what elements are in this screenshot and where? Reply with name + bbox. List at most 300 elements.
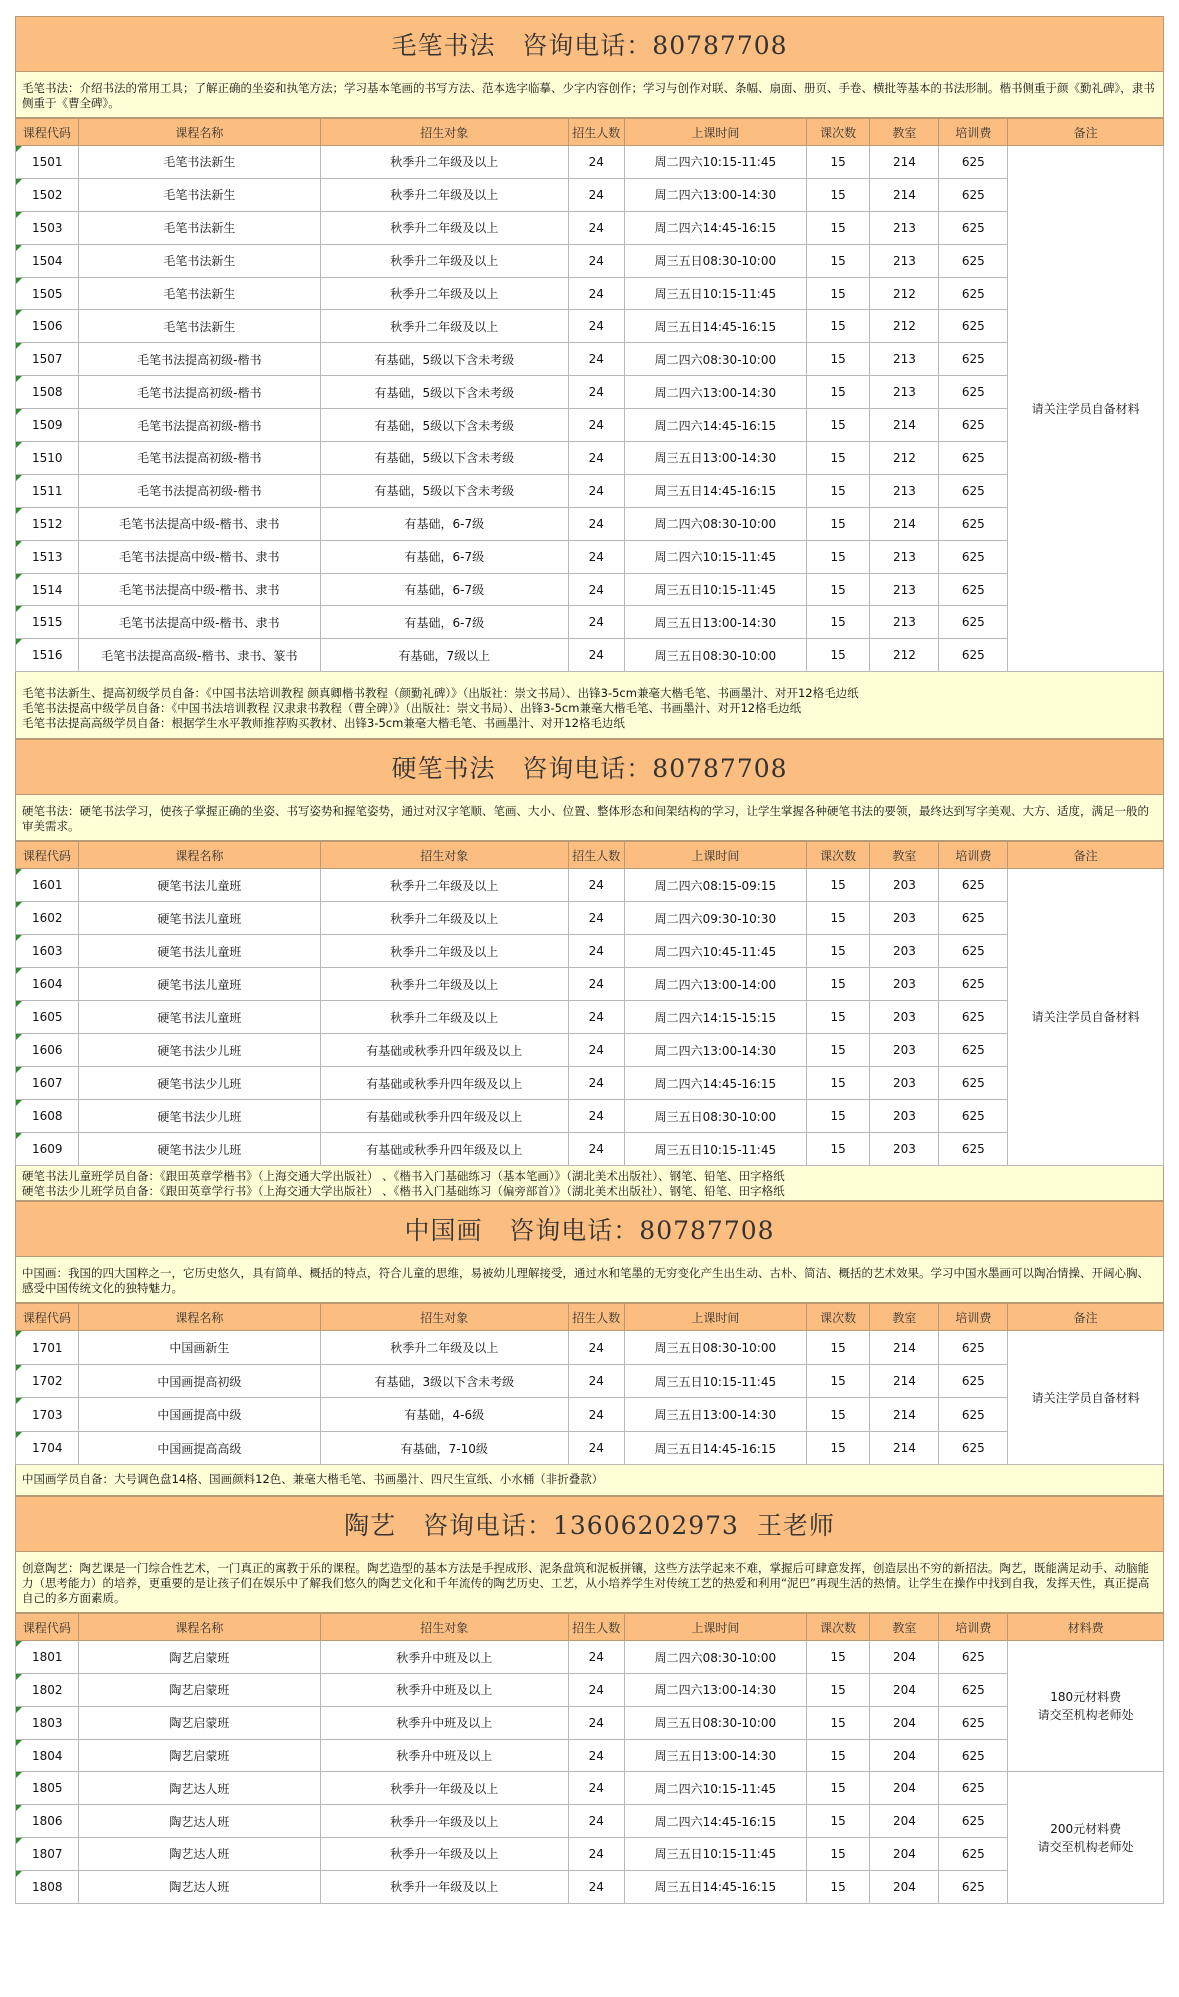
course-code: 1501: [16, 146, 79, 179]
course-name: 中国画提高初级: [78, 1364, 320, 1398]
course-code: 1515: [16, 606, 79, 639]
capacity: 24: [568, 178, 624, 211]
course-code: 1512: [16, 507, 79, 540]
enrollment-target: 秋季升二年级及以上: [321, 902, 569, 935]
course-code: 1605: [16, 1001, 79, 1034]
course-code: 1803: [16, 1706, 79, 1739]
classroom: 214: [870, 1364, 939, 1398]
column-header: 招生人数: [568, 1304, 624, 1331]
table-row: [16, 1641, 1164, 1674]
column-header: 招生对象: [321, 1304, 569, 1331]
session-count: 15: [806, 1706, 870, 1739]
column-header: 上课时间: [624, 1614, 806, 1641]
capacity: 24: [568, 1706, 624, 1739]
classroom: 203: [870, 1100, 939, 1133]
capacity: 24: [568, 442, 624, 475]
capacity: 24: [568, 935, 624, 968]
table-row: [16, 606, 1164, 639]
section-title: 硬笔书法 咨询电话：80787708: [15, 739, 1164, 795]
capacity: 24: [568, 146, 624, 179]
session-count: 15: [806, 1398, 870, 1432]
tuition-fee: 625: [939, 968, 1008, 1001]
column-header: 上课时间: [624, 842, 806, 869]
table-row: [16, 540, 1164, 573]
table-row: [16, 507, 1164, 540]
classroom: 204: [870, 1838, 939, 1871]
table-row: [16, 1706, 1164, 1739]
table-row: [16, 409, 1164, 442]
classroom: 203: [870, 1034, 939, 1067]
capacity: 24: [568, 211, 624, 244]
course-code: 1502: [16, 178, 79, 211]
column-header: 课程代码: [16, 119, 79, 146]
column-header: 培训费: [939, 119, 1008, 146]
course-name: 陶艺达人班: [78, 1838, 320, 1871]
table-row: [16, 968, 1164, 1001]
capacity: 24: [568, 639, 624, 672]
session-count: 15: [806, 1067, 870, 1100]
session-count: 15: [806, 902, 870, 935]
tuition-fee: 625: [939, 540, 1008, 573]
capacity: 24: [568, 1739, 624, 1772]
course-name: 毛笔书法新生: [78, 178, 320, 211]
classroom: 213: [870, 573, 939, 606]
course-code: 1504: [16, 244, 79, 277]
table-row: [16, 1001, 1164, 1034]
enrollment-target: 秋季升二年级及以上: [321, 1331, 569, 1365]
course-code: 1607: [16, 1067, 79, 1100]
column-header: 教室: [870, 119, 939, 146]
class-time: 周三五日14:45-16:15: [624, 474, 806, 507]
course-name: 硬笔书法少儿班: [78, 1034, 320, 1067]
session-count: 15: [806, 343, 870, 376]
enrollment-target: 秋季升中班及以上: [321, 1674, 569, 1707]
capacity: 24: [568, 1805, 624, 1838]
course-name: 陶艺启蒙班: [78, 1641, 320, 1674]
table-row: [16, 1772, 1164, 1805]
tuition-fee: 625: [939, 1838, 1008, 1871]
capacity: 24: [568, 277, 624, 310]
course-code: 1704: [16, 1431, 79, 1465]
column-header: 备注: [1008, 1304, 1164, 1331]
table-row: [16, 1100, 1164, 1133]
course-code: 1505: [16, 277, 79, 310]
enrollment-target: 秋季升一年级及以上: [321, 1870, 569, 1903]
session-count: 15: [806, 211, 870, 244]
column-header: 培训费: [939, 1614, 1008, 1641]
enrollment-target: 有基础，5级以下含未考级: [321, 343, 569, 376]
course-table: [15, 841, 1164, 1166]
classroom: 212: [870, 639, 939, 672]
tuition-fee: 625: [939, 1870, 1008, 1903]
table-row: [16, 1674, 1164, 1707]
enrollment-target: 秋季升二年级及以上: [321, 968, 569, 1001]
course-name: 毛笔书法提高初级-楷书: [78, 474, 320, 507]
materials-note: [15, 672, 1164, 739]
session-count: 15: [806, 376, 870, 409]
session-count: 15: [806, 869, 870, 902]
classroom: 213: [870, 376, 939, 409]
column-header: 课次数: [806, 1304, 870, 1331]
capacity: 24: [568, 1674, 624, 1707]
class-time: 周二四六13:00-14:30: [624, 1674, 806, 1707]
column-header: 培训费: [939, 1304, 1008, 1331]
course-code: 1608: [16, 1100, 79, 1133]
classroom: 204: [870, 1641, 939, 1674]
classroom: 203: [870, 1067, 939, 1100]
session-count: 15: [806, 1641, 870, 1674]
session-count: 15: [806, 1034, 870, 1067]
course-code: 1508: [16, 376, 79, 409]
tuition-fee: 625: [939, 310, 1008, 343]
class-time: 周二四六08:30-10:00: [624, 1641, 806, 1674]
course-name: 硬笔书法少儿班: [78, 1067, 320, 1100]
tuition-fee: 625: [939, 1641, 1008, 1674]
classroom: 212: [870, 277, 939, 310]
course-code: 1503: [16, 211, 79, 244]
classroom: 212: [870, 310, 939, 343]
class-time: 周三五日08:30-10:00: [624, 244, 806, 277]
capacity: 24: [568, 606, 624, 639]
classroom: 213: [870, 343, 939, 376]
table-row: [16, 1364, 1164, 1398]
course-code: 1808: [16, 1870, 79, 1903]
column-header: 课程名称: [78, 1614, 320, 1641]
table-row: [16, 1034, 1164, 1067]
session-count: 15: [806, 1674, 870, 1707]
course-name: 毛笔书法新生: [78, 146, 320, 179]
class-time: 周三五日10:15-11:45: [624, 1133, 806, 1166]
class-time: 周二四六10:15-11:45: [624, 540, 806, 573]
class-time: 周三五日14:45-16:15: [624, 1870, 806, 1903]
session-count: 15: [806, 310, 870, 343]
session-count: 15: [806, 968, 870, 1001]
class-time: 周三五日10:15-11:45: [624, 1364, 806, 1398]
class-time: 周三五日14:45-16:15: [624, 310, 806, 343]
capacity: 24: [568, 1772, 624, 1805]
course-name: 毛笔书法新生: [78, 244, 320, 277]
course-name: 硬笔书法少儿班: [78, 1100, 320, 1133]
capacity: 24: [568, 869, 624, 902]
column-header: 招生对象: [321, 119, 569, 146]
course-name: 陶艺达人班: [78, 1870, 320, 1903]
course-name: 毛笔书法提高中级-楷书、隶书: [78, 606, 320, 639]
column-header: 招生人数: [568, 842, 624, 869]
column-header: 课次数: [806, 119, 870, 146]
course-code: 1801: [16, 1641, 79, 1674]
class-time: 周三五日13:00-14:30: [624, 1739, 806, 1772]
session-count: 15: [806, 606, 870, 639]
course-name: 中国画提高高级: [78, 1431, 320, 1465]
tuition-fee: 625: [939, 1100, 1008, 1133]
tuition-fee: 625: [939, 211, 1008, 244]
tuition-fee: 625: [939, 1001, 1008, 1034]
course-code: 1804: [16, 1739, 79, 1772]
header-row: [16, 842, 1164, 869]
course-name: 陶艺启蒙班: [78, 1706, 320, 1739]
course-code: 1513: [16, 540, 79, 573]
capacity: 24: [568, 376, 624, 409]
course-code: 1507: [16, 343, 79, 376]
course-code: 1603: [16, 935, 79, 968]
header-row: [16, 119, 1164, 146]
enrollment-target: 有基础或秋季升四年级及以上: [321, 1100, 569, 1133]
capacity: 24: [568, 1001, 624, 1034]
classroom: 214: [870, 178, 939, 211]
column-header: 备注: [1008, 842, 1164, 869]
course-name: 陶艺启蒙班: [78, 1739, 320, 1772]
table-row: [16, 1838, 1164, 1871]
session-count: 15: [806, 507, 870, 540]
section-description: 中国画：我国的四大国粹之一，它历史悠久，具有简单、概括的特点，符合儿童的思维，易被幼儿理解接受，通过水和笔墨的无穷变化产生出生动、古朴、简洁、概括的艺术效果。学习中国水墨画可以陶冶情操、开阔心胸、感受中国传统文化的独特魅力。: [15, 1257, 1164, 1303]
course-name: 毛笔书法提高初级-楷书: [78, 376, 320, 409]
capacity: 24: [568, 244, 624, 277]
tuition-fee: 625: [939, 1034, 1008, 1067]
enrollment-target: 秋季升一年级及以上: [321, 1772, 569, 1805]
tuition-fee: 625: [939, 474, 1008, 507]
enrollment-target: 有基础，5级以下含未考级: [321, 442, 569, 475]
course-schedule-sheet: [15, 16, 1164, 1904]
course-code: 1510: [16, 442, 79, 475]
course-name: 毛笔书法提高中级-楷书、隶书: [78, 573, 320, 606]
session-count: 15: [806, 1001, 870, 1034]
classroom: 204: [870, 1739, 939, 1772]
course-name: 陶艺启蒙班: [78, 1674, 320, 1707]
column-header: 招生对象: [321, 1614, 569, 1641]
column-header: 招生对象: [321, 842, 569, 869]
enrollment-target: 有基础，6-7级: [321, 573, 569, 606]
classroom: 214: [870, 1398, 939, 1432]
enrollment-target: 有基础，6-7级: [321, 507, 569, 540]
course-name: 硬笔书法儿童班: [78, 935, 320, 968]
classroom: 214: [870, 1431, 939, 1465]
capacity: 24: [568, 1641, 624, 1674]
enrollment-target: 秋季升二年级及以上: [321, 310, 569, 343]
session-count: 15: [806, 146, 870, 179]
tuition-fee: 625: [939, 277, 1008, 310]
class-time: 周三五日08:30-10:00: [624, 1331, 806, 1365]
session-count: 15: [806, 573, 870, 606]
classroom: 204: [870, 1805, 939, 1838]
course-name: 硬笔书法儿童班: [78, 869, 320, 902]
session-count: 15: [806, 178, 870, 211]
capacity: 24: [568, 409, 624, 442]
column-header: 教室: [870, 1614, 939, 1641]
materials-note-line: 毛笔书法提高高级学员自备：根据学生水平教师推荐购买教材、出锋3-5cm兼毫大楷毛笔、书画墨汁、对开12格毛边纸: [22, 716, 625, 731]
class-time: 周二四六10:15-11:45: [624, 146, 806, 179]
capacity: 24: [568, 343, 624, 376]
classroom: 213: [870, 474, 939, 507]
class-time: 周三五日10:15-11:45: [624, 573, 806, 606]
course-name: 毛笔书法提高中级-楷书、隶书: [78, 540, 320, 573]
class-time: 周三五日10:15-11:45: [624, 1838, 806, 1871]
class-time: 周二四六08:15-09:15: [624, 869, 806, 902]
session-count: 15: [806, 409, 870, 442]
class-time: 周二四六14:15-15:15: [624, 1001, 806, 1034]
tuition-fee: 625: [939, 1674, 1008, 1707]
column-header: 课程代码: [16, 1304, 79, 1331]
enrollment-target: 秋季升二年级及以上: [321, 869, 569, 902]
tuition-fee: 625: [939, 1431, 1008, 1465]
course-name: 毛笔书法新生: [78, 277, 320, 310]
session-count: 15: [806, 244, 870, 277]
course-name: 毛笔书法新生: [78, 310, 320, 343]
table-row: [16, 1398, 1164, 1432]
column-header: 课程名称: [78, 842, 320, 869]
enrollment-target: 秋季升二年级及以上: [321, 244, 569, 277]
course-name: 毛笔书法新生: [78, 211, 320, 244]
capacity: 24: [568, 310, 624, 343]
course-name: 中国画新生: [78, 1331, 320, 1365]
capacity: 24: [568, 1100, 624, 1133]
session-count: 15: [806, 935, 870, 968]
column-header: 培训费: [939, 842, 1008, 869]
course-name: 陶艺达人班: [78, 1772, 320, 1805]
enrollment-target: 有基础，7级以上: [321, 639, 569, 672]
session-count: 15: [806, 1805, 870, 1838]
classroom: 214: [870, 409, 939, 442]
session-count: 15: [806, 277, 870, 310]
tuition-fee: 625: [939, 869, 1008, 902]
classroom: 214: [870, 146, 939, 179]
section-description: 硬笔书法：硬笔书法学习，使孩子掌握正确的坐姿、书写姿势和握笔姿势，通过对汉字笔顺、笔画、大小、位置、整体形态和间架结构的学习，让学生掌握各种硬笔书法的要领，最终达到写字美观、大方、适度，满足一般的审美需求。: [15, 795, 1164, 841]
capacity: 24: [568, 1133, 624, 1166]
column-header: 招生人数: [568, 1614, 624, 1641]
table-row: [16, 1133, 1164, 1166]
column-header: 招生人数: [568, 119, 624, 146]
capacity: 24: [568, 1398, 624, 1432]
column-header: 课程代码: [16, 1614, 79, 1641]
course-table: [15, 1303, 1164, 1465]
enrollment-target: 有基础或秋季升四年级及以上: [321, 1034, 569, 1067]
tuition-fee: 625: [939, 146, 1008, 179]
class-time: 周三五日10:15-11:45: [624, 277, 806, 310]
capacity: 24: [568, 1870, 624, 1903]
enrollment-target: 有基础或秋季升四年级及以上: [321, 1067, 569, 1100]
tuition-fee: 625: [939, 573, 1008, 606]
classroom: 204: [870, 1870, 939, 1903]
classroom: 212: [870, 442, 939, 475]
session-count: 15: [806, 1364, 870, 1398]
session-count: 15: [806, 1838, 870, 1871]
column-header: 上课时间: [624, 119, 806, 146]
enrollment-target: 有基础，5级以下含未考级: [321, 474, 569, 507]
section-description: 毛笔书法：介绍书法的常用工具；了解正确的坐姿和执笔方法；学习基本笔画的书写方法、范本选字临摹、少字内容创作；学习与创作对联、条幅、扇面、册页、手卷、横批等基本的书法形制。楷书侧重于颜《勤礼碑》，隶书侧重于《曹全碑》。: [15, 72, 1164, 118]
session-count: 15: [806, 442, 870, 475]
enrollment-target: 有基础，6-7级: [321, 606, 569, 639]
session-count: 15: [806, 1772, 870, 1805]
course-table: [15, 118, 1164, 672]
tuition-fee: 625: [939, 507, 1008, 540]
tuition-fee: 625: [939, 1805, 1008, 1838]
enrollment-target: 有基础，7-10级: [321, 1431, 569, 1465]
section-title: 毛笔书法 咨询电话：80787708: [15, 16, 1164, 72]
course-name: 毛笔书法提高初级-楷书: [78, 409, 320, 442]
enrollment-target: 秋季升中班及以上: [321, 1641, 569, 1674]
table-row: [16, 277, 1164, 310]
classroom: 204: [870, 1706, 939, 1739]
enrollment-target: 有基础，3级以下含未考级: [321, 1364, 569, 1398]
table-row: [16, 1739, 1164, 1772]
classroom: 204: [870, 1772, 939, 1805]
table-row: [16, 146, 1164, 179]
classroom: 203: [870, 968, 939, 1001]
capacity: 24: [568, 1364, 624, 1398]
tuition-fee: 625: [939, 1706, 1008, 1739]
session-count: 15: [806, 540, 870, 573]
table-row: [16, 474, 1164, 507]
session-count: 15: [806, 1133, 870, 1166]
table-row: [16, 1805, 1164, 1838]
materials-note-line: 毛笔书法提高中级学员自备：《中国书法培训教程 汉隶隶书教程（曹全碑）》（出版社：崇文书局）、出锋3-5cm兼毫大楷毛笔、书画墨汁、对开12格毛边纸: [22, 701, 802, 716]
header-row: [16, 1304, 1164, 1331]
course-code: 1609: [16, 1133, 79, 1166]
class-time: 周三五日13:00-14:30: [624, 442, 806, 475]
tuition-fee: 625: [939, 343, 1008, 376]
course-code: 1802: [16, 1674, 79, 1707]
tuition-fee: 625: [939, 935, 1008, 968]
classroom: 203: [870, 935, 939, 968]
capacity: 24: [568, 1838, 624, 1871]
enrollment-target: 秋季升二年级及以上: [321, 277, 569, 310]
course-code: 1601: [16, 869, 79, 902]
classroom: 214: [870, 1331, 939, 1365]
classroom: 213: [870, 606, 939, 639]
tuition-fee: 625: [939, 244, 1008, 277]
class-time: 周二四六13:00-14:00: [624, 968, 806, 1001]
section-title: 中国画 咨询电话：80787708: [15, 1201, 1164, 1257]
class-time: 周二四六13:00-14:30: [624, 178, 806, 211]
course-name: 硬笔书法儿童班: [78, 968, 320, 1001]
session-count: 15: [806, 1331, 870, 1365]
course-name: 硬笔书法儿童班: [78, 902, 320, 935]
enrollment-target: 有基础，6-7级: [321, 540, 569, 573]
class-time: 周二四六14:45-16:15: [624, 409, 806, 442]
table-row: [16, 1431, 1164, 1465]
section-description: 创意陶艺：陶艺课是一门综合性艺术，一门真正的寓教于乐的课程。陶艺造型的基本方法是手捏成形、泥条盘筑和泥板拼镶，这些方法学起来不难，掌握后可肆意发挥，创造层出不穷的新招法。陶艺，既能满足动手、动脑能力（思考能力）的培养，更重要的是让孩子们在娱乐中了解我们悠久的陶艺文化和千年流传的陶艺历史、工艺，从小培养学生对传统工艺的热爱和利用“泥巴”再现生活的热情。让学生在操作中找到自我，发挥天性，真正提高自己的多方面素质。: [15, 1552, 1164, 1613]
table-row: [16, 869, 1164, 902]
table-row: [16, 902, 1164, 935]
column-header: 课程名称: [78, 119, 320, 146]
class-time: 周二四六08:30-10:00: [624, 507, 806, 540]
course-code: 1509: [16, 409, 79, 442]
session-count: 15: [806, 474, 870, 507]
materials-note-line: 硬笔书法儿童班学员自备：《跟田英章学楷书》（上海交通大学出版社） 、《楷书入门基础练习（基本笔画）》（湖北美术出版社）、钢笔、铅笔、田字格纸: [22, 1169, 785, 1184]
capacity: 24: [568, 507, 624, 540]
column-header: 课次数: [806, 1614, 870, 1641]
enrollment-target: 秋季升二年级及以上: [321, 211, 569, 244]
remark-cell: 200元材料费 请交至机构老师处: [1008, 1772, 1164, 1903]
materials-note-line: 中国画学员自备：大号调色盘14格、国画颜料12色、兼毫大楷毛笔、书画墨汁、四尺生宣纸、小水桶（非折叠款）: [22, 1472, 604, 1487]
column-header: 备注: [1008, 119, 1164, 146]
tuition-fee: 625: [939, 1364, 1008, 1398]
class-time: 周三五日08:30-10:00: [624, 1100, 806, 1133]
enrollment-target: 秋季升中班及以上: [321, 1706, 569, 1739]
header-row: [16, 1614, 1164, 1641]
enrollment-target: 秋季升二年级及以上: [321, 146, 569, 179]
session-count: 15: [806, 1870, 870, 1903]
classroom: 213: [870, 211, 939, 244]
materials-note: [15, 1166, 1164, 1201]
course-name: 硬笔书法儿童班: [78, 1001, 320, 1034]
course-code: 1807: [16, 1838, 79, 1871]
table-row: [16, 343, 1164, 376]
table-row: [16, 573, 1164, 606]
materials-note-line: 毛笔书法新生、提高初级学员自备：《中国书法培训教程 颜真卿楷书教程（颜勤礼碑）》（出版社：崇文书局）、出锋3-5cm兼毫大楷毛笔、书画墨汁、对开12格毛边纸: [22, 686, 859, 701]
class-time: 周二四六13:00-14:30: [624, 1034, 806, 1067]
enrollment-target: 秋季升中班及以上: [321, 1739, 569, 1772]
course-code: 1514: [16, 573, 79, 606]
